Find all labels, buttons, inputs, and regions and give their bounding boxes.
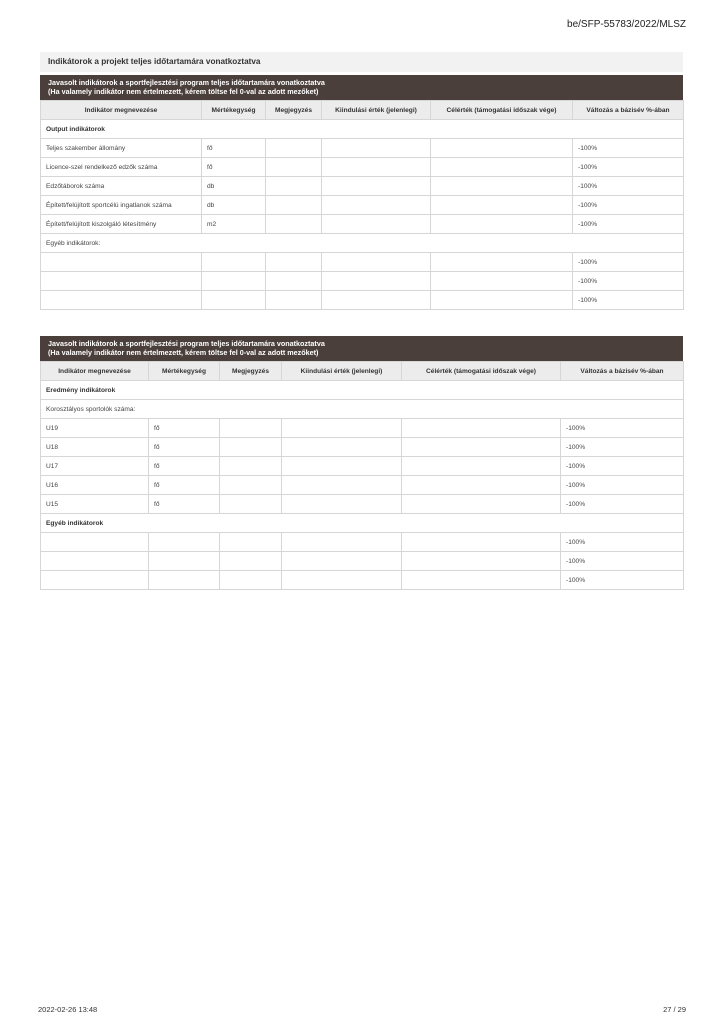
table-row — [41, 158, 684, 177]
indicator-unit: m2 — [202, 215, 266, 234]
change-cell: -100% — [561, 419, 684, 438]
other-indicators-label: Egyéb indikátorok — [41, 514, 684, 533]
baseline-cell[interactable] — [322, 158, 431, 177]
output-indicators-block — [40, 75, 683, 310]
baseline-cell[interactable] — [322, 196, 431, 215]
indicator-unit: fő — [202, 158, 266, 177]
section-title: Indikátorok a projekt teljes időtartamára vonatkoztatva — [40, 52, 683, 72]
group-row — [41, 120, 684, 139]
change-cell: -100% — [573, 196, 684, 215]
col-header-change: Változás a bázisév %-ában — [573, 101, 684, 120]
target-cell[interactable] — [402, 552, 561, 571]
result-indicators-table — [40, 361, 684, 590]
baseline-cell[interactable] — [322, 272, 431, 291]
change-cell: -100% — [573, 177, 684, 196]
unit-input[interactable] — [202, 253, 266, 272]
note-cell[interactable] — [266, 139, 322, 158]
unit-input[interactable] — [202, 291, 266, 310]
baseline-cell[interactable] — [282, 571, 402, 590]
indicator-name-input[interactable] — [41, 571, 149, 590]
indicator-name-input[interactable] — [41, 272, 202, 291]
baseline-cell[interactable] — [322, 139, 431, 158]
group-row — [41, 381, 684, 400]
baseline-cell[interactable] — [282, 495, 402, 514]
col-header-target: Célérték (támogatási időszak vége) — [431, 101, 573, 120]
indicator-unit: fő — [202, 139, 266, 158]
col-header-target: Célérték (támogatási időszak vége) — [402, 362, 561, 381]
table-header-row — [41, 101, 684, 120]
note-cell[interactable] — [220, 438, 282, 457]
baseline-cell[interactable] — [322, 177, 431, 196]
subgroup-label: Korosztályos sportolók száma: — [41, 400, 684, 419]
document-id: be/SFP-55783/2022/MLSZ — [567, 19, 686, 30]
col-header-unit: Mértékegység — [202, 101, 266, 120]
result-indicators-block — [40, 336, 683, 590]
table-2-title — [40, 336, 683, 361]
note-cell[interactable] — [220, 552, 282, 571]
table-row — [41, 552, 684, 571]
baseline-cell[interactable] — [322, 215, 431, 234]
other-indicators-label: Egyéb indikátorok: — [41, 234, 684, 253]
target-cell[interactable] — [431, 158, 573, 177]
table-row — [41, 419, 684, 438]
unit-input[interactable] — [149, 552, 220, 571]
change-cell: -100% — [573, 253, 684, 272]
note-cell[interactable] — [266, 215, 322, 234]
col-header-unit: Mértékegység — [149, 362, 220, 381]
unit-input[interactable] — [202, 272, 266, 291]
col-header-name: Indikátor megnevezése — [41, 101, 202, 120]
indicator-name: U17 — [41, 457, 149, 476]
table-1-title-line2: (Ha valamely indikátor nem értelmezett, kérem töltse fel 0-val az adott mezőket) — [48, 87, 319, 96]
indicator-name: Edzőtáborok száma — [41, 177, 202, 196]
indicator-unit: fő — [149, 476, 220, 495]
target-cell[interactable] — [431, 253, 573, 272]
target-cell[interactable] — [431, 272, 573, 291]
indicator-name: U18 — [41, 438, 149, 457]
table-header-row — [41, 362, 684, 381]
baseline-cell[interactable] — [282, 438, 402, 457]
note-cell[interactable] — [220, 533, 282, 552]
table-row — [41, 476, 684, 495]
change-cell: -100% — [561, 533, 684, 552]
baseline-cell[interactable] — [282, 476, 402, 495]
change-cell: -100% — [561, 495, 684, 514]
change-cell: -100% — [573, 158, 684, 177]
note-cell[interactable] — [266, 253, 322, 272]
change-cell: -100% — [573, 291, 684, 310]
col-header-baseline: Kiindulási érték (jelenlegi) — [282, 362, 402, 381]
target-cell[interactable] — [431, 291, 573, 310]
target-cell[interactable] — [402, 438, 561, 457]
table-row — [41, 571, 684, 590]
col-header-name: Indikátor megnevezése — [41, 362, 149, 381]
col-header-note: Megjegyzés — [220, 362, 282, 381]
other-indicators-row — [41, 514, 684, 533]
change-cell: -100% — [561, 552, 684, 571]
note-cell[interactable] — [220, 476, 282, 495]
indicator-name: U19 — [41, 419, 149, 438]
indicator-name: U16 — [41, 476, 149, 495]
table-row — [41, 177, 684, 196]
note-cell[interactable] — [266, 272, 322, 291]
table-1-title-line1: Javasolt indikátorok a sportfejlesztési program teljes időtartamára vonatkoztatva — [48, 78, 325, 87]
note-cell[interactable] — [266, 291, 322, 310]
target-cell[interactable] — [402, 533, 561, 552]
indicator-unit: fő — [149, 419, 220, 438]
note-cell[interactable] — [266, 158, 322, 177]
note-cell[interactable] — [220, 457, 282, 476]
change-cell: -100% — [561, 457, 684, 476]
target-cell[interactable] — [431, 196, 573, 215]
target-cell[interactable] — [431, 139, 573, 158]
table-row — [41, 533, 684, 552]
indicator-unit: db — [202, 177, 266, 196]
change-cell: -100% — [573, 215, 684, 234]
change-cell: -100% — [561, 476, 684, 495]
table-row — [41, 272, 684, 291]
table-row — [41, 253, 684, 272]
target-cell[interactable] — [402, 419, 561, 438]
subgroup-row — [41, 400, 684, 419]
unit-input[interactable] — [149, 571, 220, 590]
indicator-name: Teljes szakember állomány — [41, 139, 202, 158]
indicator-name-input[interactable] — [41, 552, 149, 571]
table-2-title-line2: (Ha valamely indikátor nem értelmezett, kérem töltse fel 0-val az adott mezőket) — [48, 348, 319, 357]
indicator-unit: db — [202, 196, 266, 215]
table-row — [41, 495, 684, 514]
target-cell[interactable] — [402, 495, 561, 514]
table-row — [41, 291, 684, 310]
baseline-cell[interactable] — [282, 419, 402, 438]
target-cell[interactable] — [431, 215, 573, 234]
note-cell[interactable] — [220, 495, 282, 514]
change-cell: -100% — [573, 139, 684, 158]
indicator-name-input[interactable] — [41, 291, 202, 310]
target-cell[interactable] — [402, 571, 561, 590]
indicator-unit: fő — [149, 438, 220, 457]
change-cell: -100% — [561, 438, 684, 457]
indicator-name: Épített/felújított sportcélú ingatlanok száma — [41, 196, 202, 215]
group-label: Output indikátorok — [41, 120, 684, 139]
col-header-change: Változás a bázisév %-ában — [561, 362, 684, 381]
group-label: Eredmény indikátorok — [41, 381, 684, 400]
baseline-cell[interactable] — [282, 533, 402, 552]
target-cell[interactable] — [402, 457, 561, 476]
indicator-unit: fő — [149, 495, 220, 514]
note-cell[interactable] — [220, 571, 282, 590]
baseline-cell[interactable] — [282, 552, 402, 571]
baseline-cell[interactable] — [282, 457, 402, 476]
unit-input[interactable] — [149, 533, 220, 552]
table-row — [41, 457, 684, 476]
note-cell[interactable] — [220, 419, 282, 438]
indicator-unit: fő — [149, 457, 220, 476]
baseline-cell[interactable] — [322, 253, 431, 272]
change-cell: -100% — [561, 571, 684, 590]
other-indicators-row — [41, 234, 684, 253]
indicator-name-input[interactable] — [41, 253, 202, 272]
table-2-title-line1: Javasolt indikátorok a sportfejlesztési program teljes időtartamára vonatkoztatva — [48, 339, 325, 348]
footer-date: 2022-02-26 13:48 — [38, 1005, 98, 1014]
col-header-note: Megjegyzés — [266, 101, 322, 120]
output-indicators-table — [40, 100, 684, 310]
indicator-name: U15 — [41, 495, 149, 514]
footer-page-number: 27 / 29 — [663, 1005, 686, 1014]
col-header-baseline: Kiindulási érték (jelenlegi) — [322, 101, 431, 120]
target-cell[interactable] — [402, 476, 561, 495]
table-row — [41, 215, 684, 234]
indicator-name: Épített/felújított kiszolgáló létesítmény — [41, 215, 202, 234]
note-cell[interactable] — [266, 177, 322, 196]
indicator-name: Licence-szel rendelkező edzők száma — [41, 158, 202, 177]
note-cell[interactable] — [266, 196, 322, 215]
table-row — [41, 139, 684, 158]
table-1-title — [40, 75, 683, 100]
baseline-cell[interactable] — [322, 291, 431, 310]
table-row — [41, 196, 684, 215]
indicator-name-input[interactable] — [41, 533, 149, 552]
change-cell: -100% — [573, 272, 684, 291]
target-cell[interactable] — [431, 177, 573, 196]
table-row — [41, 438, 684, 457]
